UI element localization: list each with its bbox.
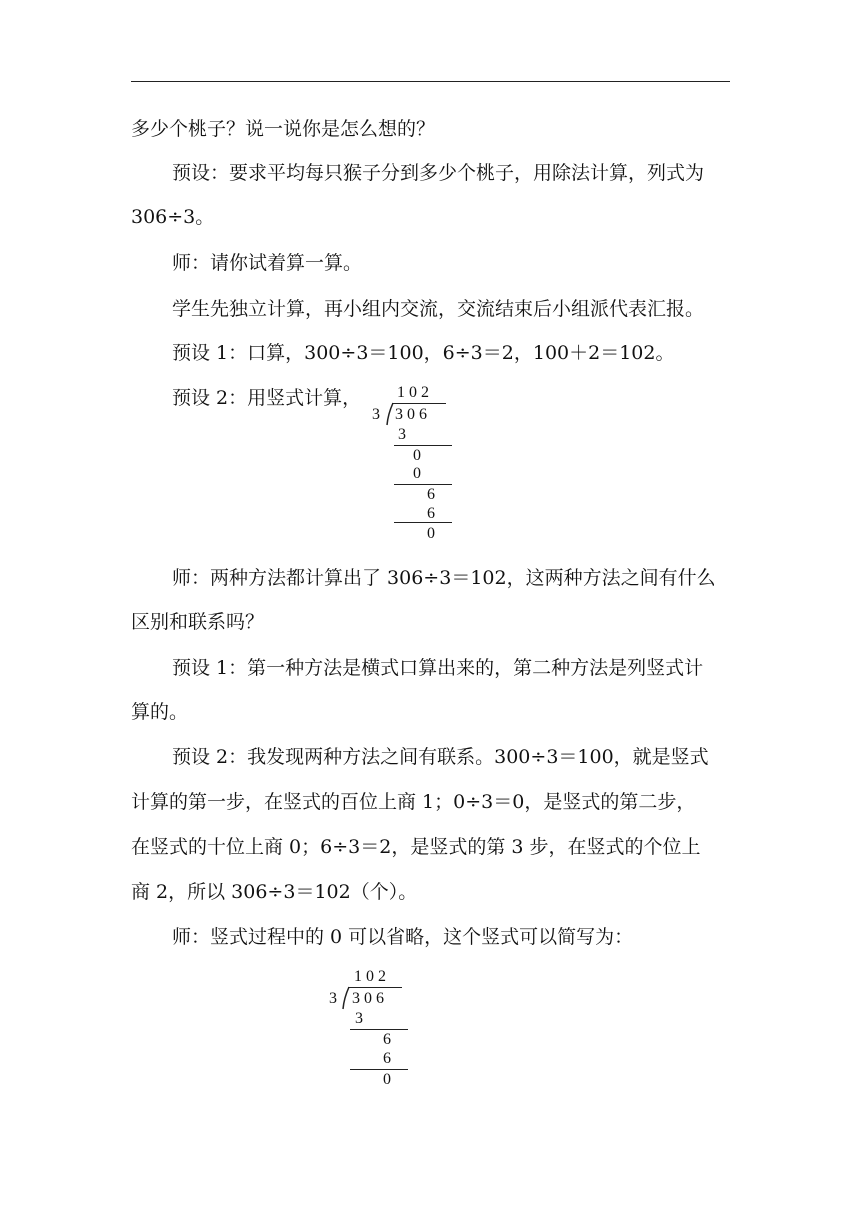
division-vinculum xyxy=(348,987,402,988)
division-quotient: 1 0 2 xyxy=(354,968,386,985)
paragraph-line: 商 2，所以 306÷3＝102（个）。 xyxy=(131,881,418,903)
division-step: 0 xyxy=(383,1071,391,1088)
paragraph-line: 预设 2：我发现两种方法之间有联系。300÷3＝100，就是竖式 xyxy=(172,746,709,768)
division-step: 0 xyxy=(413,447,421,464)
division-step: 0 xyxy=(413,465,421,482)
paragraph-line: 预设：要求平均每只猴子分到多少个桃子，用除法计算，列式为 xyxy=(172,162,705,184)
division-step: 3 xyxy=(398,426,406,443)
division-step: 6 xyxy=(427,486,435,503)
division-step: 3 xyxy=(355,1010,363,1027)
division-line xyxy=(394,445,452,446)
paragraph-line: 计算的第一步，在竖式的百位上商 1；0÷3＝0，是竖式的第二步， xyxy=(131,791,696,813)
division-line xyxy=(394,522,452,523)
paragraph-line: 师：竖式过程中的 0 可以省略，这个竖式可以简写为： xyxy=(172,926,634,948)
paragraph-line: 多少个桃子？说一说你是怎么想的？ xyxy=(131,118,436,140)
header-rule xyxy=(131,81,730,82)
paragraph-line: 预设 2：用竖式计算， xyxy=(172,387,362,409)
division-step: 6 xyxy=(383,1050,391,1067)
paragraph-line: 在竖式的十位上商 0；6÷3＝2，是竖式的第 3 步，在竖式的个位上 xyxy=(131,836,701,858)
paragraph-line: 区别和联系吗？ xyxy=(131,611,265,633)
division-line xyxy=(394,484,452,485)
division-vinculum xyxy=(392,403,446,404)
paragraph-line: 预设 1：第一种方法是横式口算出来的，第二种方法是列竖式计 xyxy=(172,657,704,679)
paragraph-line: 师：两种方法都计算出了 306÷3＝102，这两种方法之间有什么 xyxy=(172,567,716,589)
division-step: 6 xyxy=(427,505,435,522)
division-quotient: 1 0 2 xyxy=(397,384,429,401)
division-step: 0 xyxy=(427,525,435,542)
division-divisor: 3 xyxy=(372,406,380,423)
division-line xyxy=(350,1069,408,1070)
division-dividend: 3 0 6 xyxy=(352,990,384,1007)
paragraph-line: 306÷3。 xyxy=(131,206,215,228)
division-divisor: 3 xyxy=(329,990,337,1007)
division-dividend: 3 0 6 xyxy=(395,406,427,423)
paragraph-line: 算的。 xyxy=(131,701,189,723)
paragraph-line: 预设 1：口算，300÷3＝100，6÷3＝2，100＋2＝102。 xyxy=(172,342,675,364)
division-line xyxy=(350,1029,408,1030)
paragraph-line: 学生先独立计算，再小组内交流，交流结束后小组派代表汇报。 xyxy=(172,298,705,320)
paragraph-line: 师：请你试着算一算。 xyxy=(172,252,363,274)
division-step: 6 xyxy=(383,1031,391,1048)
